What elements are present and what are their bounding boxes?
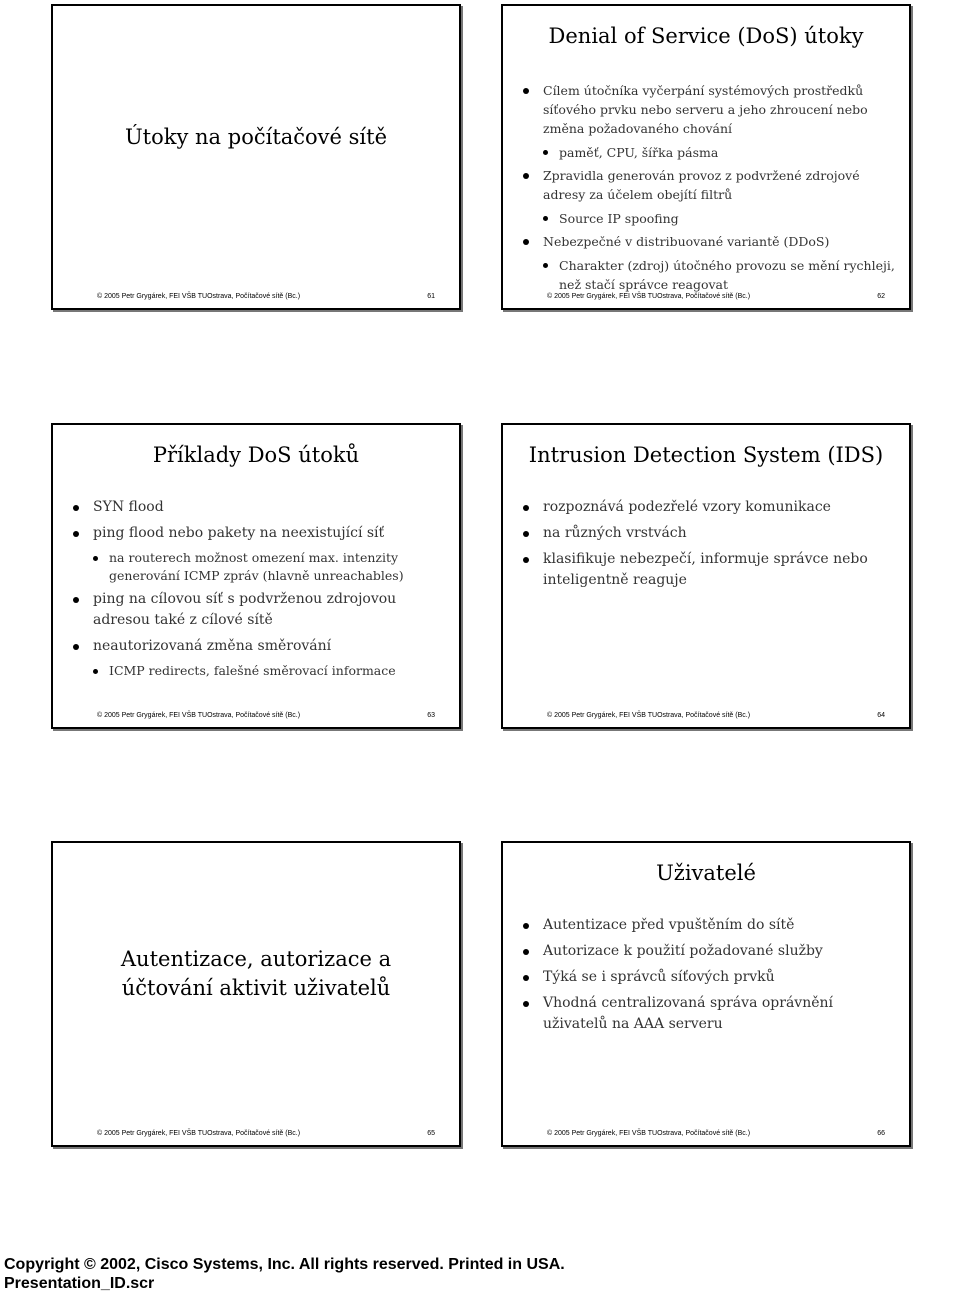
page-copyright bbox=[4, 1255, 565, 1293]
slide-title: Útoky na počítačové sítě bbox=[124, 124, 388, 149]
footer-copyright: © 2005 Petr Grygárek, FEI VŠB TUOstrava, Počítačové sítě (Bc.) bbox=[547, 293, 751, 300]
slide-body bbox=[519, 81, 899, 298]
footer-copyright: © 2005 Petr Grygárek, FEI VŠB TUOstrava, Počítačové sítě (Bc.) bbox=[547, 1130, 751, 1137]
slide-footer bbox=[547, 1130, 885, 1137]
slide-title: Uživatelé bbox=[656, 861, 756, 885]
slide-number: 61 bbox=[427, 293, 435, 300]
slide-66 bbox=[501, 841, 911, 1147]
list-item: ping na cílovou síť s podvrženou zdrojovou adresou také z cílové sítě bbox=[69, 589, 449, 631]
slide-title: Denial of Service (DoS) útoky bbox=[548, 24, 864, 48]
slide-footer bbox=[97, 293, 435, 300]
slide-body bbox=[69, 497, 449, 684]
slide-title: Autentizace, autorizace a účtování aktivit uživatelů bbox=[120, 947, 392, 1000]
list-item: neautorizovaná změna směrování bbox=[69, 636, 449, 657]
slide-number: 62 bbox=[877, 293, 885, 300]
slide-63 bbox=[51, 423, 461, 729]
slide-number: 63 bbox=[427, 712, 435, 719]
slide-number: 66 bbox=[877, 1130, 885, 1137]
list-item: ping flood nebo pakety na neexistující síť bbox=[69, 523, 449, 544]
list-item: Autentizace před vpuštěním do sítě bbox=[519, 915, 899, 936]
list-subitem: Source IP spoofing bbox=[519, 209, 899, 228]
slide-footer bbox=[97, 1130, 435, 1137]
footer-copyright: © 2005 Petr Grygárek, FEI VŠB TUOstrava, Počítačové sítě (Bc.) bbox=[97, 1130, 301, 1137]
slide-title: Příklady DoS útoků bbox=[152, 443, 360, 467]
list-item: rozpoznává podezřelé vzory komunikace bbox=[519, 497, 899, 518]
list-subitem: na routerech možnost omezení max. intenzity generování ICMP zpráv (hlavně unreachables) bbox=[69, 549, 449, 585]
presentation-id: Presentation_ID.scr bbox=[4, 1275, 155, 1292]
slide-footer bbox=[547, 293, 885, 300]
slide-footer bbox=[97, 712, 435, 719]
list-item: na různých vrstvách bbox=[519, 523, 899, 544]
list-subitem: paměť, CPU, šířka pásma bbox=[519, 143, 899, 162]
slide-61 bbox=[51, 4, 461, 310]
slide-body bbox=[519, 497, 899, 596]
slide-62 bbox=[501, 4, 911, 310]
list-subitem: ICMP redirects, falešné směrovací informace bbox=[69, 662, 449, 680]
slide-65 bbox=[51, 841, 461, 1147]
copyright-line: Copyright © 2002, Cisco Systems, Inc. All rights reserved. Printed in USA. bbox=[4, 1256, 565, 1273]
slide-64 bbox=[501, 423, 911, 729]
slide-number: 64 bbox=[877, 712, 885, 719]
list-item: Cílem útočníka vyčerpání systémových prostředků síťového prvku nebo serveru a jeho zhroucení nebo změna požadovaného chování bbox=[519, 81, 899, 138]
slide-number: 65 bbox=[427, 1130, 435, 1137]
footer-copyright: © 2005 Petr Grygárek, FEI VŠB TUOstrava, Počítačové sítě (Bc.) bbox=[97, 712, 301, 719]
list-item: Nebezpečné v distribuované variantě (DDoS) bbox=[519, 232, 899, 251]
slide-body bbox=[519, 915, 899, 1040]
footer-copyright: © 2005 Petr Grygárek, FEI VŠB TUOstrava, Počítačové sítě (Bc.) bbox=[97, 293, 301, 300]
list-item: Vhodná centralizovaná správa oprávnění uživatelů na AAA serveru bbox=[519, 993, 899, 1035]
list-item: Zpravidla generován provoz z podvržené zdrojové adresy za účelem obejítí filtrů bbox=[519, 166, 899, 204]
slide-title: Intrusion Detection System (IDS) bbox=[528, 443, 884, 467]
slide-footer bbox=[547, 712, 885, 719]
list-subitem: Charakter (zdroj) útočného provozu se mění rychleji, než stačí správce reagovat bbox=[519, 256, 899, 294]
list-item: Týká se i správců síťových prvků bbox=[519, 967, 899, 988]
footer-copyright: © 2005 Petr Grygárek, FEI VŠB TUOstrava, Počítačové sítě (Bc.) bbox=[547, 712, 751, 719]
list-item: SYN flood bbox=[69, 497, 449, 518]
list-item: klasifikuje nebezpečí, informuje správce nebo inteligentně reaguje bbox=[519, 549, 899, 591]
list-item: Autorizace k použití požadované služby bbox=[519, 941, 899, 962]
